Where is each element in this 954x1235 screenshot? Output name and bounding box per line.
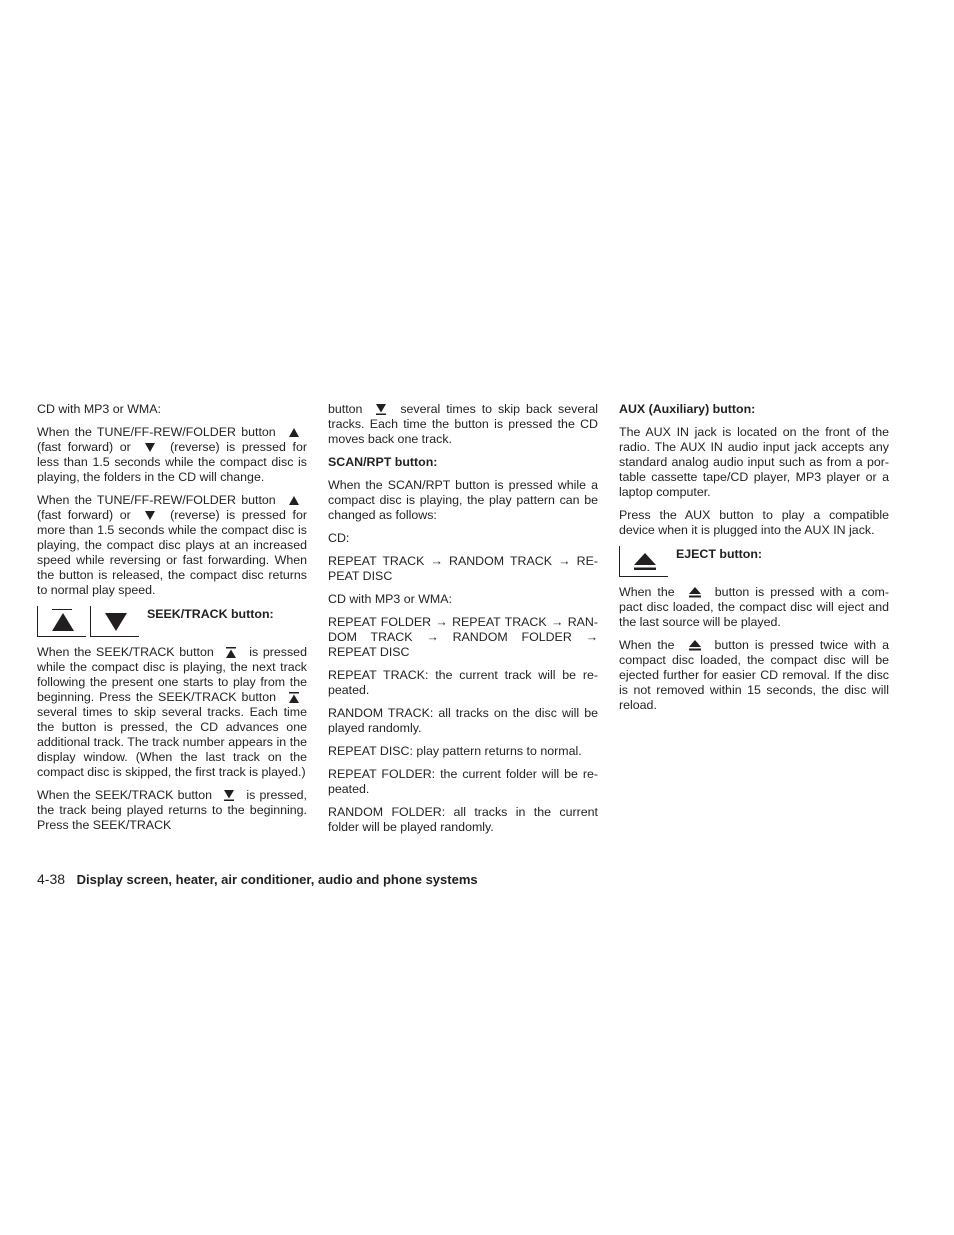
seek-down-button-illustration [90,606,139,637]
column-right [619,402,889,721]
seek-up-icon [289,692,299,703]
paragraph: When the SEEK/TRACK button is pressed while the compact disc is playing, the next track following the present one starts to play from the beginning. Press the SEEK/TRACK button several times to skip several tracks. Each time the button is pressed, the CD advances one additional track. The track number appears in the display window. (When the last track on the compact disc is skipped, the first track is played.) [37,645,307,779]
paragraph: CD: [328,531,350,545]
seek-down-icon [224,790,234,801]
eject-icon [689,640,701,651]
seek-up-button-illustration [37,606,86,637]
triangle-down-icon [145,511,155,520]
paragraph: button several times to skip back several tracks. Each time the button is pressed the CD moves back one track. [328,402,598,446]
column-left [37,402,307,841]
column-middle [328,402,598,843]
paragraph: REPEAT TRACK → RANDOM TRACK → RE-PEAT DISC [328,554,598,583]
page-number: 4-38 [37,871,66,887]
paragraph: The AUX IN jack is located on the front of the radio. The AUX IN audio input jack accepts any standard analog audio input such as from a por-table cassette tape/CD player, MP3 player or a laptop computer. [619,425,889,499]
paragraph: When the SCAN/RPT button is pressed while a compact disc is playing, the play pattern can be changed as follows: [328,478,598,522]
paragraph: When the SEEK/TRACK button is pressed, the track being played returns to the beginning. Press the SEEK/TRACK [37,788,307,832]
scan-rpt-heading: SCAN/RPT button: [328,455,438,469]
eject-icon [689,587,701,598]
eject-heading-row [619,546,889,577]
paragraph: When the TUNE/FF-REW/FOLDER button (fast forward) or (reverse) is pressed for more than 1.5 seconds while the compact disc is playing, the compact disc plays at an increased speed while reversing or fast forwarding. When the button is released, the compact disc returns to normal play speed. [37,493,307,597]
eject-button-illustration [619,546,668,577]
page-footer [37,871,478,888]
eject-heading: EJECT button: [676,547,763,561]
paragraph: CD with MP3 or WMA: [37,402,161,416]
paragraph: RANDOM TRACK: all tracks on the disc will be played randomly. [328,706,598,735]
paragraph: When the button is pressed twice with a compact disc loaded, the compact disc will be ejected further for easier CD removal. If the disc is not removed within 15 seconds, the disc will reload. [619,638,889,712]
seek-down-icon [376,404,386,415]
triangle-up-icon [289,428,299,437]
paragraph: REPEAT FOLDER → REPEAT TRACK → RAN-DOM TRACK → RANDOM FOLDER → REPEAT DISC [328,615,598,659]
paragraph: REPEAT TRACK: the current track will be re-peated. [328,668,598,697]
paragraph: When the button is pressed with a com-pact disc loaded, the compact disc will eject and the last source will be played. [619,585,889,629]
aux-heading: AUX (Auxiliary) button: [619,402,756,416]
paragraph: CD with MP3 or WMA: [328,592,452,606]
paragraph: REPEAT DISC: play pattern returns to normal. [328,744,582,758]
triangle-up-icon [289,496,299,505]
paragraph: When the TUNE/FF-REW/FOLDER button (fast forward) or (reverse) is pressed for less than 1.5 seconds while the compact disc is playing, the folders in the CD will change. [37,425,307,484]
seek-track-heading: SEEK/TRACK button: [147,607,274,621]
triangle-down-icon [145,443,155,452]
paragraph: Press the AUX button to play a compatible device when it is plugged into the AUX IN jack. [619,508,889,537]
paragraph: RANDOM FOLDER: all tracks in the current folder will be played randomly. [328,805,598,834]
seek-track-heading-row [37,606,307,637]
section-title: Display screen, heater, air conditioner, audio and phone systems [76,872,478,887]
seek-up-icon [226,647,236,658]
paragraph: REPEAT FOLDER: the current folder will be re-peated. [328,767,598,796]
